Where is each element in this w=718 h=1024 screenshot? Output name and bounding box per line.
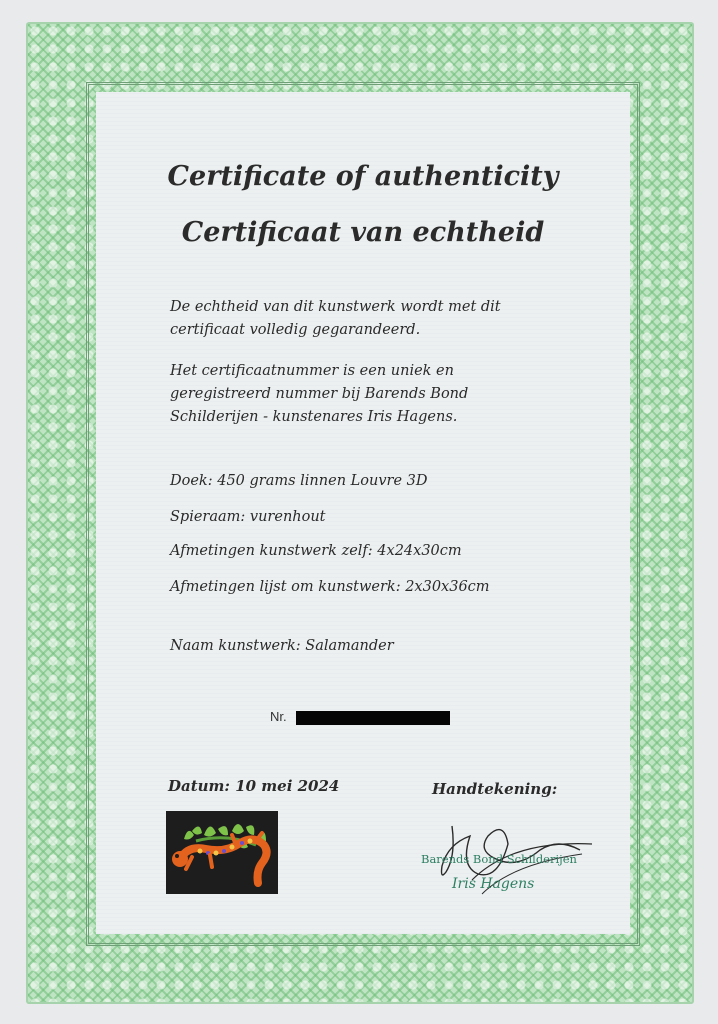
spec-artwork-dimensions: Afmetingen kunstwerk zelf: 4x24x30cm bbox=[170, 543, 462, 559]
issue-date: Datum: 10 mei 2024 bbox=[168, 777, 340, 795]
spec-frame-dimensions: Afmetingen lijst om kunstwerk: 2x30x36cm bbox=[170, 579, 490, 595]
stamp-studio-name: Barends Bond Schilderijen bbox=[421, 852, 577, 866]
signature-label: Handtekening: bbox=[432, 780, 558, 798]
title-dutch: Certificaat van echtheid bbox=[181, 217, 545, 248]
authenticity-paragraph: De echtheid van dit kunstwerk wordt met dit certificaat volledig gegarandeerd. bbox=[170, 299, 501, 338]
spec-stretcher: Spieraam: vurenhout bbox=[170, 509, 326, 525]
salamander-painting-logo bbox=[166, 811, 278, 894]
redacted-certificate-number bbox=[296, 711, 450, 725]
spec-artwork-name: Naam kunstwerk: Salamander bbox=[170, 638, 394, 654]
certificate-number-label: Nr. bbox=[270, 709, 287, 724]
stamp-artist-name: Iris Hagens bbox=[452, 876, 535, 892]
title-english: Certificate of authenticity bbox=[167, 161, 559, 192]
registration-paragraph: Het certificaatnummer is een uniek en geregistreerd nummer bij Barends Bond Schilderijen - kunstenares Iris Hagens. bbox=[170, 363, 469, 425]
spec-canvas: Doek: 450 grams linnen Louvre 3D bbox=[170, 473, 428, 489]
